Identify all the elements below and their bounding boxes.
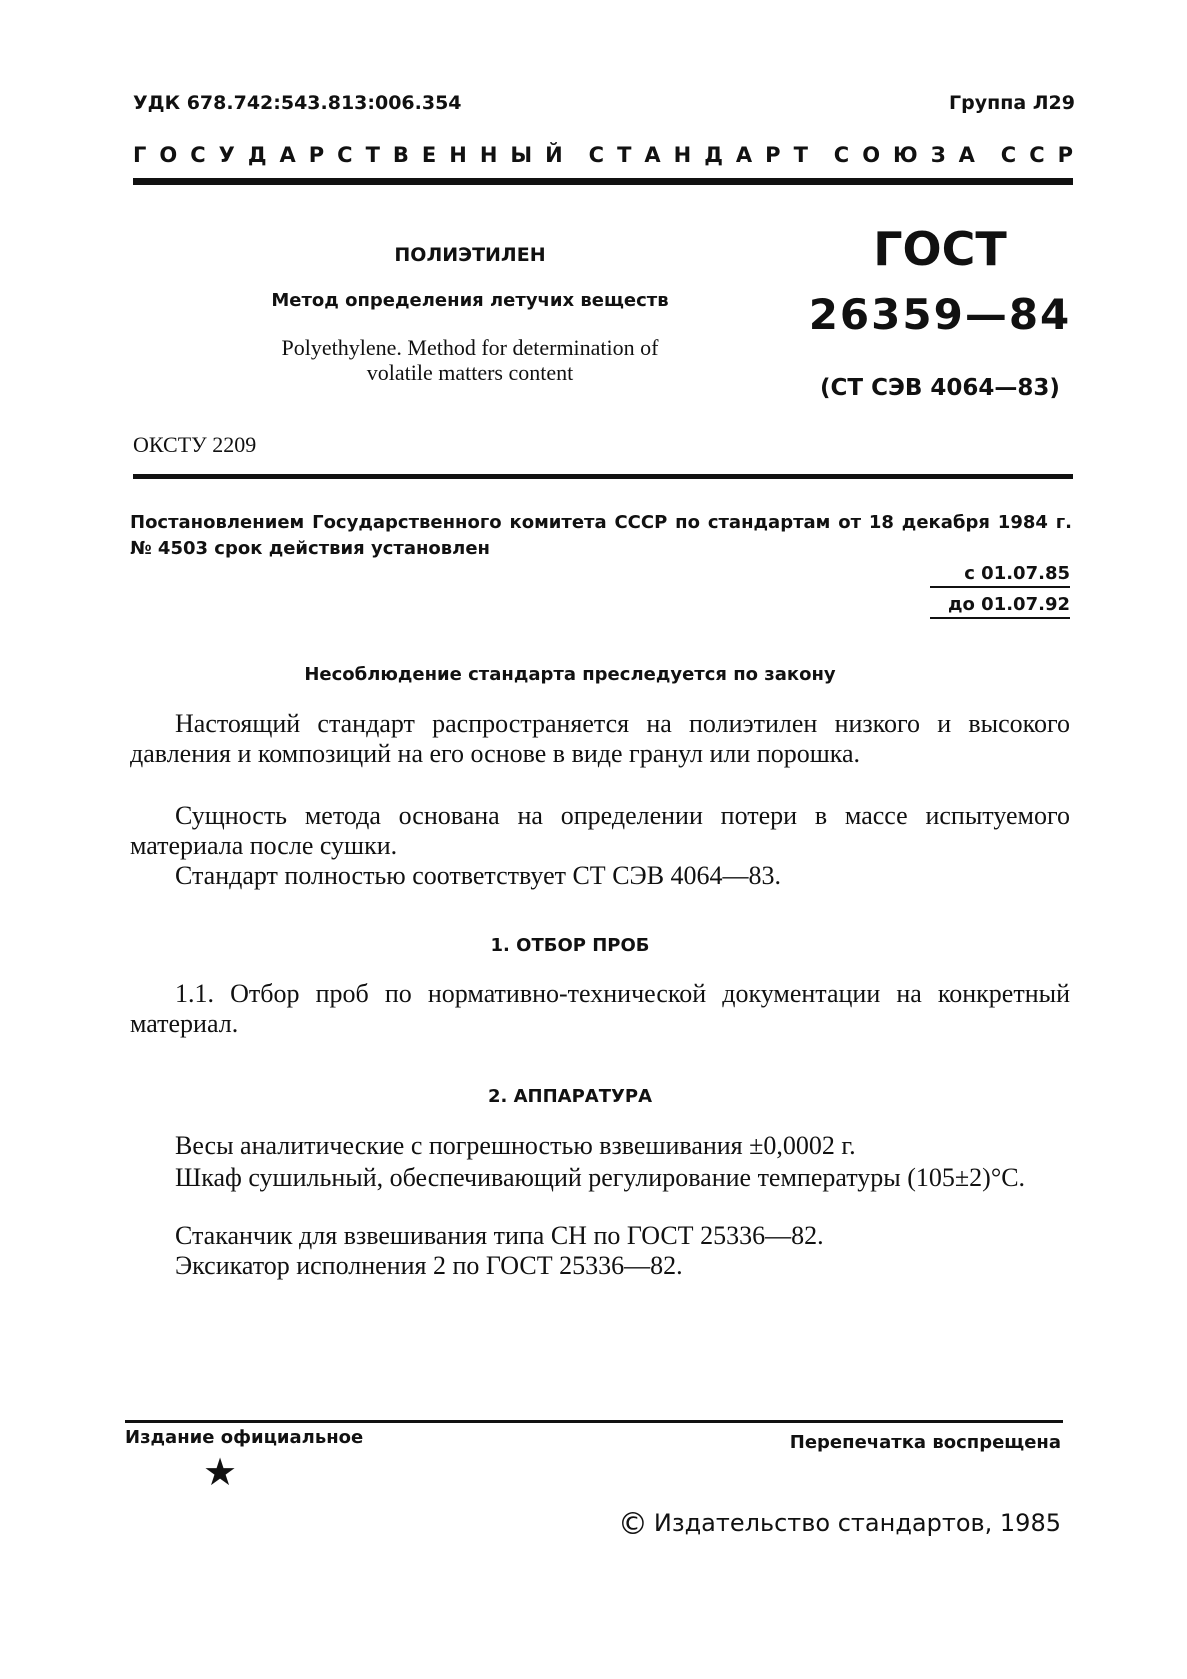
- banner-word-1: ГОСУДАРСТВЕННЫЙ: [133, 143, 576, 167]
- reprint-prohibited-label: Перепечатка воспрещена: [789, 1432, 1061, 1453]
- banner-word-2: СТАНДАРТ: [588, 143, 821, 167]
- publisher-text: Издательство стандартов, 1985: [653, 1509, 1061, 1537]
- oksty-code: ОКСТУ 2209: [133, 432, 257, 457]
- star-icon: ★: [203, 1452, 238, 1494]
- effective-date-to: до 01.07.92: [930, 594, 1070, 619]
- apparatus-oven: Шкаф сушильный, обеспечивающий регулирование температуры (105±2)°С.: [175, 1163, 1026, 1192]
- section-2-heading: 2. АППАРАТУРА: [487, 1086, 653, 1107]
- section-1-text: 1.1. Отбор проб по нормативно-технической документации на конкретный материал.: [130, 979, 1070, 1038]
- document-subtitle: Метод определения летучих веществ: [271, 290, 669, 311]
- section-1-heading: 1. ОТБОР ПРОБ: [490, 935, 650, 956]
- english-title-line-2: volatile matters content: [366, 360, 574, 385]
- apparatus-balance: Весы аналитические с погрешностью взвешивания ±0,0002 г.: [175, 1131, 856, 1160]
- apparatus-desiccator: Эксикатор исполнения 2 по ГОСТ 25336—82.: [175, 1251, 683, 1280]
- banner-word-3: СОЮЗА: [833, 143, 988, 167]
- publisher-line: [618, 1507, 1061, 1542]
- footer-divider: [125, 1420, 1063, 1423]
- effective-date-from: с 01.07.85: [930, 563, 1070, 588]
- english-title-line-1: Polyethylene. Method for determination of: [281, 335, 659, 360]
- intro-paragraph-3: Стандарт полностью соответствует СТ СЭВ 4064—83.: [175, 861, 782, 890]
- intro-paragraph-1: Настоящий стандарт распространяется на полиэтилен низкого и высокого давления и композиций на его основе в виде гранул или порошка.: [130, 709, 1070, 768]
- gost-label: ГОСТ: [873, 222, 1007, 276]
- law-note: Несоблюдение стандарта преследуется по закону: [304, 664, 836, 685]
- udk-code: УДК 678.742:543.813:006.354: [133, 92, 462, 114]
- decree-text: Постановлением Государственного комитета СССР по стандартам от 18 декабря 1984 г. № 4503 срок действия установлен: [130, 512, 1072, 559]
- group-code: Группа Л29: [948, 92, 1075, 114]
- apparatus-weighing-bottle: Стаканчик для взвешивания типа СН по ГОСТ 25336—82.: [175, 1221, 824, 1250]
- document-title: ПОЛИЭТИЛЕН: [394, 244, 546, 266]
- english-title: [200, 335, 740, 385]
- intro-paragraph-2: Сущность метода основана на определении потери в массе испытуемого материала после сушки.: [130, 801, 1070, 860]
- st-sev-reference: (СТ СЭВ 4064—83): [820, 375, 1060, 401]
- official-edition-label: Издание официальное: [125, 1427, 364, 1448]
- state-standard-banner: [133, 143, 1086, 167]
- gost-number: 26359—84: [808, 290, 1072, 339]
- banner-word-4: ССР: [1000, 143, 1086, 167]
- top-divider: [133, 178, 1073, 185]
- middle-divider: [133, 474, 1073, 479]
- copyright-icon: ©: [617, 1507, 648, 1542]
